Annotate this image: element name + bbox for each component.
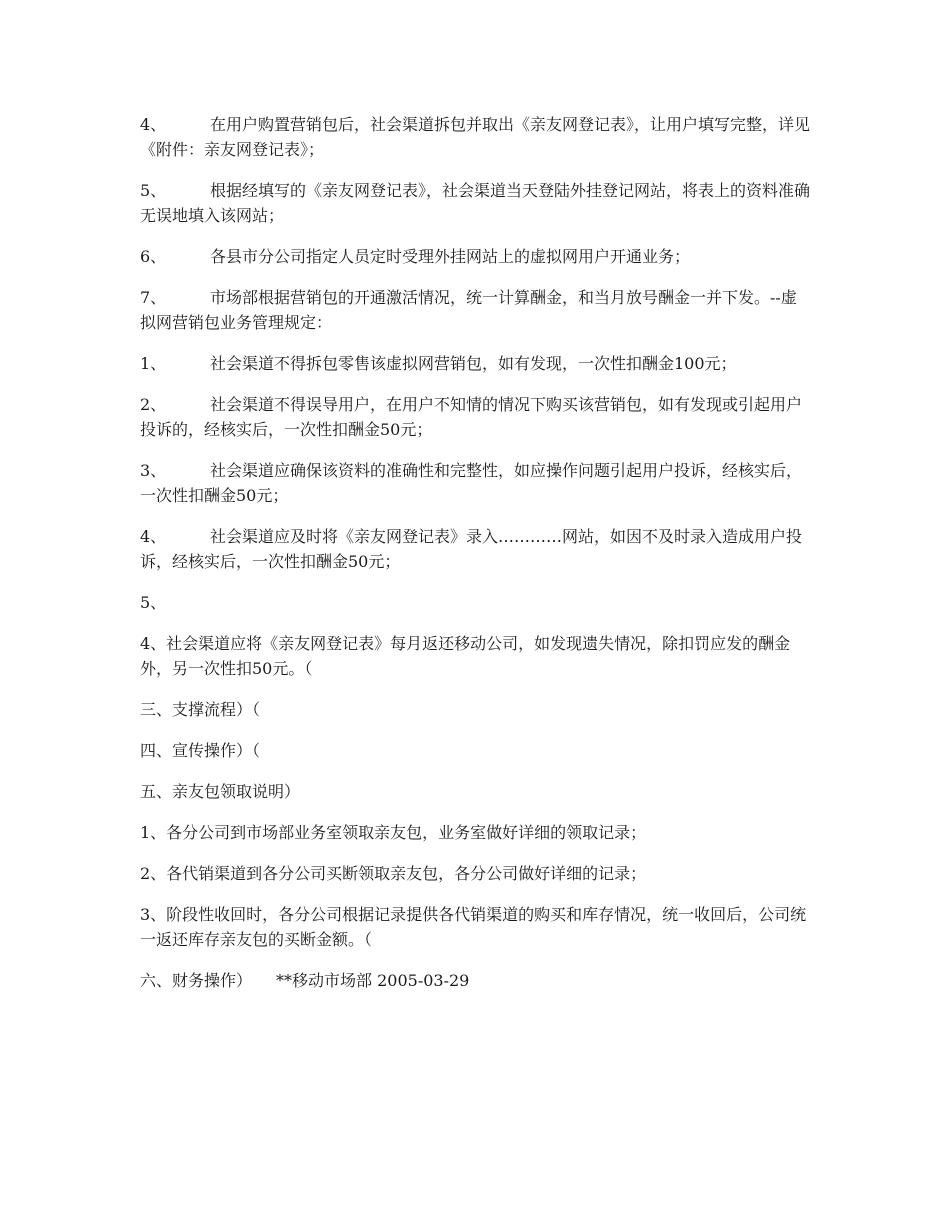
numbered-paragraph [140, 244, 812, 269]
paragraph-number: 5、 [140, 593, 167, 612]
numbered-paragraph [140, 458, 812, 508]
plain-paragraph: 3、阶段性收回时，各分公司根据记录提供各代销渠道的购买和库存情况，统一收回后，公司统一返还库存亲友包的买断金额。（ [140, 905, 807, 949]
paragraph-text: 市场部根据营销包的开通激活情况，统一计算酬金，和当月放号酬金一并下发。--虚拟网营销包业务管理规定： [140, 288, 797, 332]
plain-paragraph: 1、各分公司到市场部业务室领取亲友包，业务室做好详细的领取记录； [140, 823, 647, 842]
plain-paragraph: 2、各代销渠道到各分公司买断领取亲友包，各分公司做好详细的记录； [140, 864, 647, 883]
paragraph-number: 5、 [140, 181, 167, 200]
section-heading: 六、财务操作） [140, 971, 253, 990]
paragraph-text: 社会渠道应及时将《亲友网登记表》录入…………网站，如因不及时录入造成用户投诉，经核实后，一次性扣酬金50元； [140, 527, 803, 571]
paragraph-number: 6、 [140, 247, 167, 266]
numbered-paragraph [140, 351, 812, 376]
paragraph-number: 3、 [140, 461, 167, 480]
paragraph-text: 社会渠道应确保该资料的准确性和完整性，如应操作问题引起用户投诉，经核实后，一次性扣酬金50元； [140, 461, 803, 505]
paragraph-number: 4、 [140, 115, 167, 134]
section-heading: 三、支撑流程）（ [140, 700, 261, 719]
numbered-paragraph [140, 524, 812, 574]
numbered-paragraph [140, 392, 812, 442]
numbered-paragraph [140, 285, 812, 335]
signature-date: **移动市场部 2005-03-29 [276, 971, 470, 990]
paragraph-text: 在用户购置营销包后，社会渠道拆包并取出《亲友网登记表》，让用户填写完整，详见《附件：亲友网登记表》； [140, 115, 811, 159]
final-line [140, 968, 812, 993]
numbered-paragraph [140, 178, 812, 228]
section-heading: 五、亲友包领取说明） [140, 782, 301, 801]
paragraph-text: 社会渠道不得误导用户，在用户不知情的情况下购买该营销包，如有发现或引起用户投诉的，经核实后，一次性扣酬金50元； [140, 395, 803, 439]
numbered-paragraph [140, 590, 812, 615]
paragraph-number: 4、 [140, 527, 167, 546]
paragraph-text: 社会渠道不得拆包零售该虚拟网营销包，如有发现，一次性扣酬金100元； [210, 354, 737, 373]
paragraph-text: 各县市分公司指定人员定时受理外挂网站上的虚拟网用户开通业务； [210, 247, 691, 266]
paragraph-text: 根据经填写的《亲友网登记表》，社会渠道当天登陆外挂登记网站，将表上的资料准确无误地填入该网站； [140, 181, 811, 225]
paragraph-number: 2、 [140, 395, 167, 414]
paragraph-number: 1、 [140, 354, 167, 373]
numbered-paragraph [140, 112, 812, 162]
section-heading: 四、宣传操作）（ [140, 741, 261, 760]
plain-paragraph: 4、社会渠道应将《亲友网登记表》每月返还移动公司，如发现遗失情况，除扣罚应发的酬金外，另一次性扣50元。（ [140, 634, 791, 678]
paragraph-number: 7、 [140, 288, 167, 307]
document-body [140, 112, 812, 1009]
